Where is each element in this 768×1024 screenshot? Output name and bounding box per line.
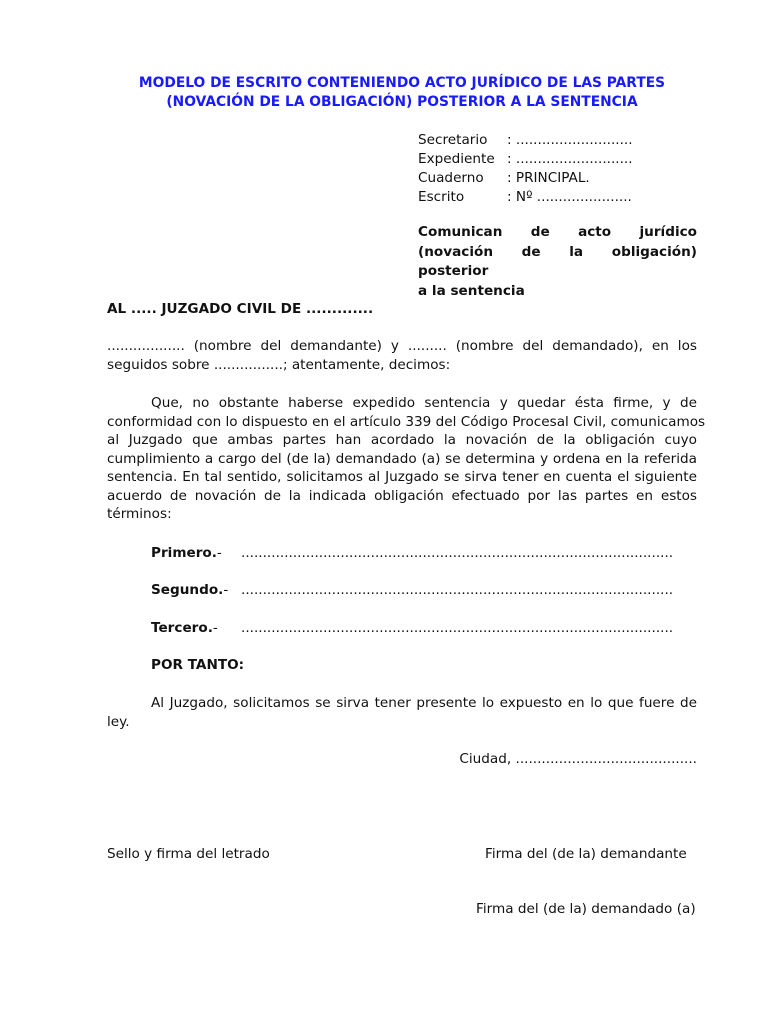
intro-paragraph [107,337,697,374]
addressee: AL ..... JUZGADO CIVIL DE ............. [107,301,374,317]
meta-label: Cuaderno [418,170,484,186]
por-tanto-heading: POR TANTO: [151,657,245,673]
closing-line-2: ley. [107,713,130,730]
clause-primero [151,544,697,562]
title-line-1: MODELO DE ESCRITO CONTENIENDO ACTO JURÍDICO DE LAS PARTES [138,75,666,91]
summary-line-2: (novación de la obligación) posterior [418,243,697,279]
signature-defendant: Firma del (de la) demandado (a) [476,901,696,917]
clause-label: Tercero. [151,620,213,636]
title-line-2: (NOVACIÓN DE LA OBLIGACIÓN) POSTERIOR A LA SENTENCIA [166,94,638,110]
clause-tercero [151,619,697,637]
summary-line-1: Comunican de acto jurídico [418,224,697,240]
meta-value: : ........................... [507,151,633,167]
body-line-1: Que, no obstante haberse expedido sentencia y quedar ésta firme, y de [151,395,697,411]
clause-value: .................................................................................................... [241,620,674,636]
clause-label-suffix: - [223,582,229,598]
clause-segundo [151,581,697,599]
summary-line-3: a la sentencia [418,282,525,299]
document-title [107,74,697,112]
meta-row-secretario [418,131,698,150]
body-line-3: al Juzgado que ambas partes han acordado la novación de la obligación cuyo [107,432,697,448]
clause-label: Segundo. [151,582,224,598]
body-line-5: sentencia. En tal sentido, solicitamos al Juzgado se sirva tener en cuenta el siguiente [107,469,697,485]
meta-row-expediente [418,150,698,169]
body-line-7: términos: [107,506,172,522]
closing-line-1: Al Juzgado, solicitamos se sirva tener presente lo expuesto en lo que fuere de [151,695,697,711]
body-paragraph [107,394,706,524]
signature-plaintiff: Firma del (de la) demandante [485,846,687,862]
clause-label: Primero. [151,545,217,561]
body-line-2: conformidad con lo dispuesto en el artículo 339 del Código Procesal Civil, comunicamos [107,413,706,430]
signature-lawyer: Sello y firma del letrado [107,846,270,862]
document-summary [418,223,697,301]
meta-label: Escrito [418,189,465,205]
meta-value: : PRINCIPAL. [507,170,590,186]
clause-value: .................................................................................................... [241,545,674,561]
body-line-4: cumplimiento a cargo del (de la) demandado (a) se determina y ordena en la referida [107,450,697,467]
closing-paragraph [107,694,697,731]
meta-value: : ........................... [507,132,633,148]
meta-row-cuaderno [418,169,698,188]
meta-value: : Nº ...................... [507,189,632,205]
case-metadata [418,131,698,207]
meta-label: Expediente [418,151,495,167]
clause-label-suffix: - [212,620,218,636]
intro-line-2: seguidos sobre ................; atentamente, decimos: [107,356,451,373]
meta-row-escrito [418,188,698,207]
clause-value: .................................................................................................... [241,582,674,598]
city-date-line: Ciudad, .......................................... [459,751,697,767]
meta-label: Secretario [418,132,488,148]
body-line-6: acuerdo de novación de la indicada obligación efectuado por las partes en estos [107,487,697,504]
clause-label-suffix: - [216,545,222,561]
intro-line-1: .................. (nombre del demandante) y ......... (nombre del demandado), en los [107,338,697,354]
